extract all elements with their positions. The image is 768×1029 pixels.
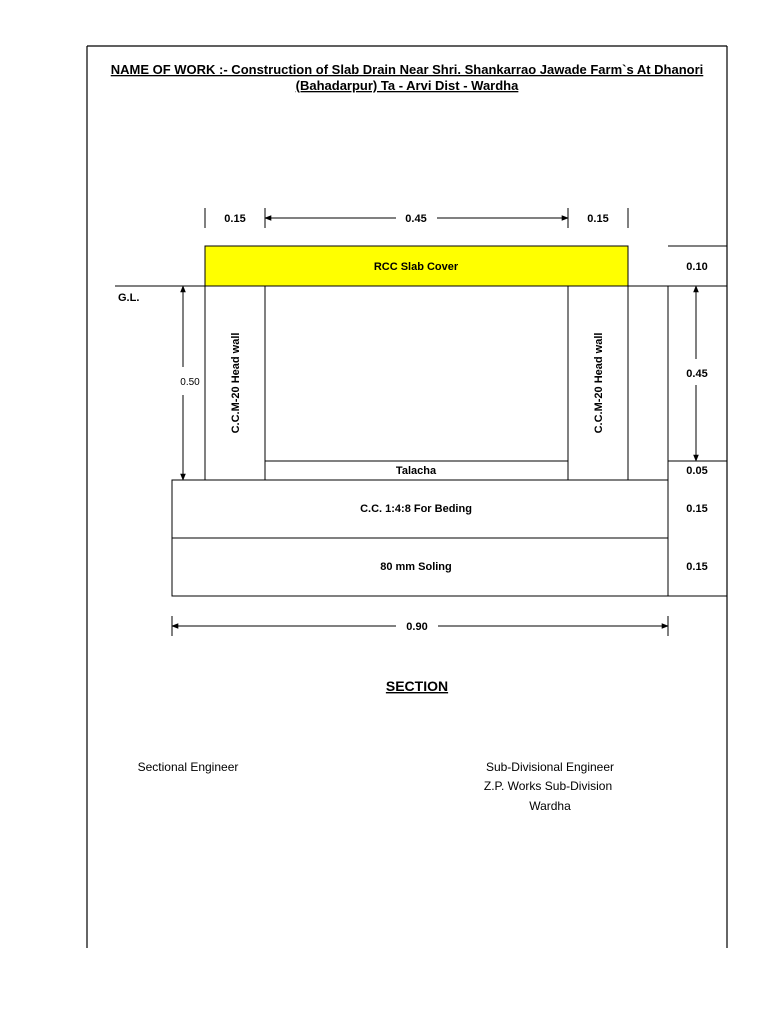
soling-label: 80 mm Soling xyxy=(380,561,452,573)
talacha-label: Talacha xyxy=(395,465,437,477)
sub-divisional-engineer-line1: Sub-Divisional Engineer xyxy=(485,760,615,774)
left-head-wall-label: C.C.M-20 Head wall xyxy=(230,332,242,434)
section-heading: SECTION xyxy=(385,678,449,694)
work-title-line2: (Bahadarpur) Ta - Arvi Dist - Wardha xyxy=(295,78,519,93)
dim-slab-thickness: 0.10 xyxy=(686,261,708,273)
ground-level-label: G.L. xyxy=(118,292,140,304)
dim-total-width: 0.90 xyxy=(406,621,428,633)
dim-soling-thickness: 0.15 xyxy=(686,561,708,573)
work-title-line1: NAME OF WORK :- Construction of Slab Drain Near Shri. Shankarrao Jawade Farm`s At Dhanori xyxy=(110,62,704,77)
rcc-slab-label: RCC Slab Cover xyxy=(373,261,459,273)
sub-divisional-engineer-line3: Wardha xyxy=(529,799,571,813)
sectional-engineer-signature: Sectional Engineer xyxy=(137,760,239,774)
dim-total-height: 0.50 xyxy=(180,377,200,388)
dim-wall-left: 0.15 xyxy=(224,213,246,225)
sub-divisional-engineer-line2: Z.P. Works Sub-Division xyxy=(483,779,613,793)
dim-talacha-thickness: 0.05 xyxy=(686,465,708,477)
dim-wall-height: 0.45 xyxy=(686,368,708,380)
dim-wall-right: 0.15 xyxy=(587,213,609,225)
dim-opening: 0.45 xyxy=(405,213,427,225)
right-head-wall-label: C.C.M-20 Head wall xyxy=(593,332,605,434)
cc-beding-label: C.C. 1:4:8 For Beding xyxy=(360,503,472,515)
dim-beding-thickness: 0.15 xyxy=(686,503,708,515)
